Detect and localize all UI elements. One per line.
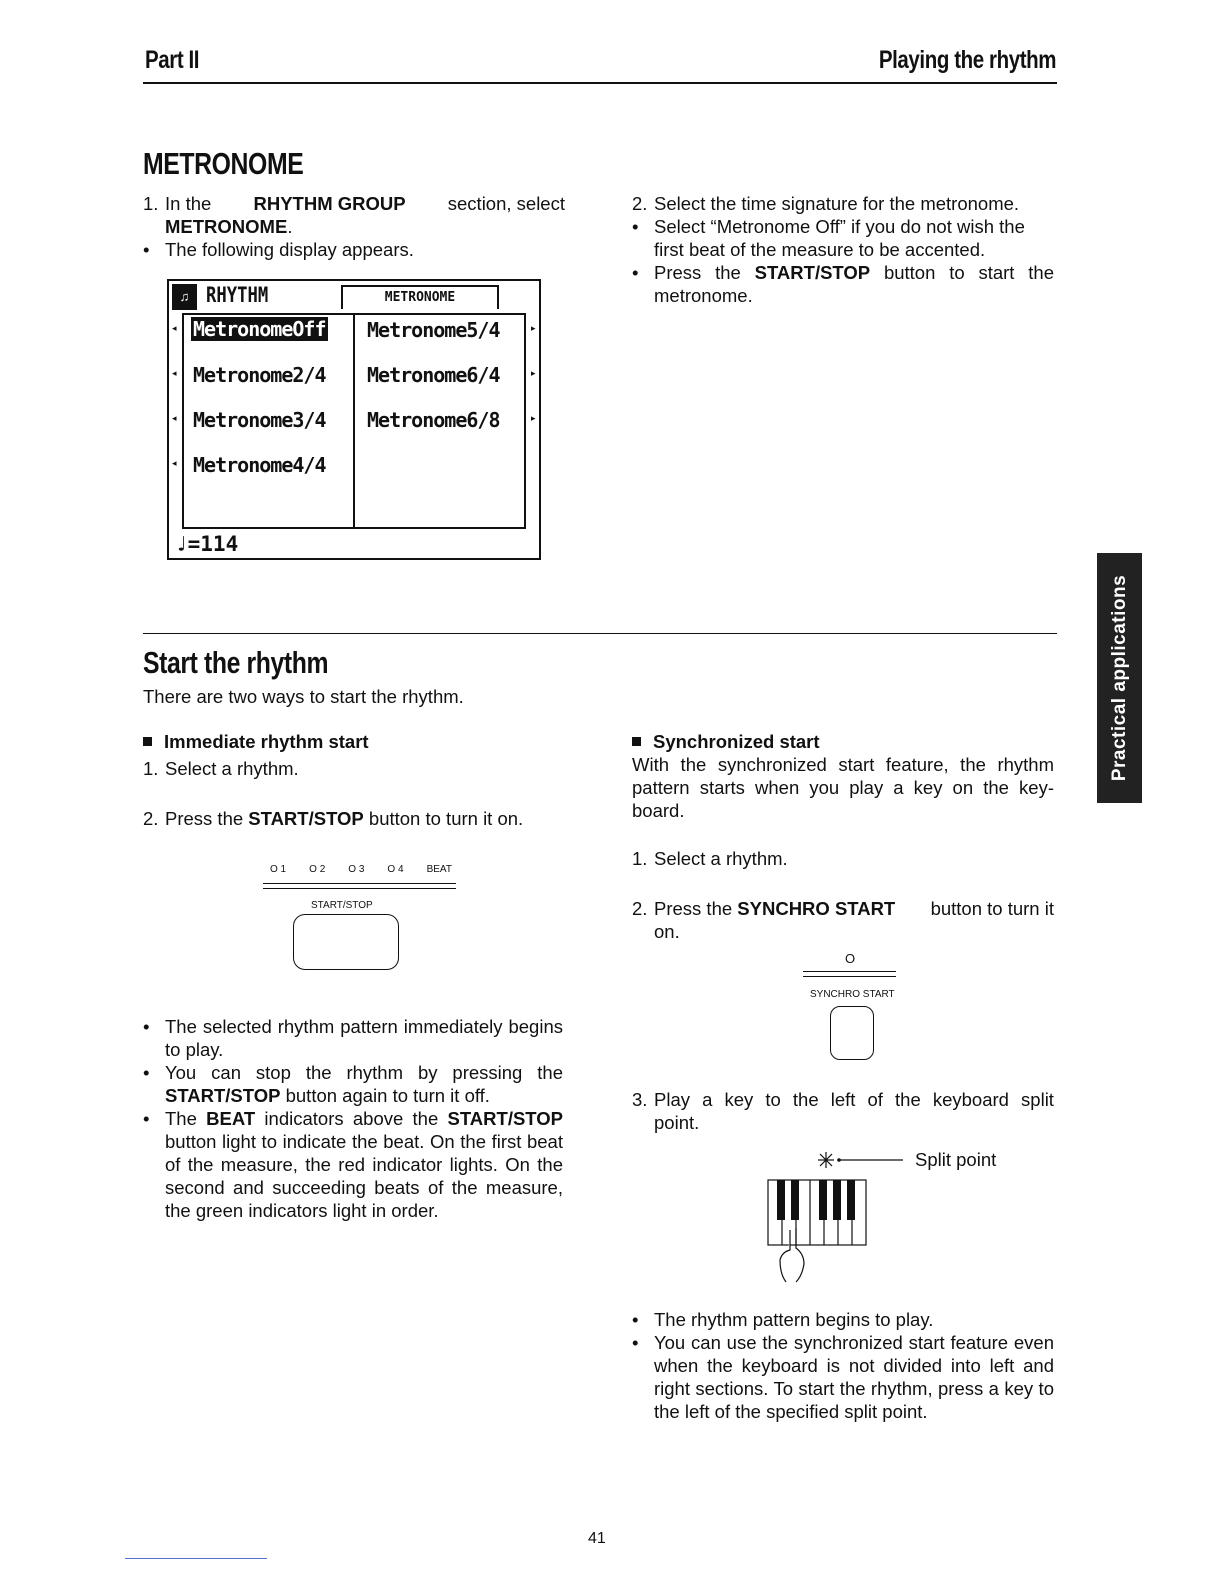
start-heading: Start the rhythm [143, 645, 329, 680]
synchro-rule [803, 976, 896, 977]
synchro-step1: 1. Select a rhythm. [632, 848, 788, 869]
display-item-metronome-off: MetronomeOff [193, 317, 326, 341]
bullet-press-start: • Press the START/STOP button to start the metronome. [632, 261, 1054, 307]
display-item: Metronome3/4 [193, 408, 326, 432]
bullet-beat-indicators: • The BEAT indicators above the START/STOP button light to indicate the beat. On the first beat of the measure, the red indicator lights. On the second and succeeding beats of the measure, the green indicators light in order. [143, 1107, 563, 1222]
right-arrow-icon: ▸ [531, 323, 536, 333]
start-stop-label: START/STOP [311, 900, 373, 911]
synchro-desc: With the synchronized start feature, the rhythm pattern starts when you play a key on the key-board. [632, 754, 1054, 821]
square-bullet-icon [632, 737, 641, 746]
right-arrow-icon: ▸ [531, 368, 536, 378]
display-item: Metronome6/4 [367, 363, 500, 387]
step-number: 2. [632, 193, 648, 214]
display-divider [353, 313, 355, 527]
bullet-display-appears: • The following display appears. [143, 238, 565, 261]
left-arrow-icon: ◂ [172, 323, 177, 333]
beat-indicators [270, 864, 452, 875]
beat-indicator-2: O 2 [309, 864, 326, 875]
header-title: Playing the rhythm [878, 46, 1056, 74]
bullet-metronome-off: • Select “Metronome Off” if you do not wish the first beat of the measure to be accented. [632, 215, 1054, 261]
beat-indicator-4: O 4 [387, 864, 404, 875]
split-point-label: Split point [915, 1149, 997, 1170]
side-tab: Practical applications [1097, 553, 1142, 803]
square-bullet-icon [143, 737, 152, 746]
step-number: 1. [143, 193, 159, 214]
immediate-step1: 1. Select a rhythm. [143, 758, 299, 779]
beat-rule [263, 883, 456, 884]
bullet-pattern-begins: • The rhythm pattern begins to play. [632, 1308, 1054, 1331]
section-rule [143, 633, 1057, 634]
left-arrow-icon: ◂ [172, 413, 177, 423]
bullet-stop-rhythm: • You can stop the rhythm by pressing the START/STOP button again to turn it off. [143, 1061, 563, 1107]
beat-rule [263, 888, 456, 889]
footer-line [125, 1558, 267, 1559]
bullet-not-divided: • You can use the synchronized start feature even when the keyboard is not divided into left and right sections. To start the rhythm, press a key to the left of the specified split point. [632, 1331, 1054, 1423]
header-part: Part II [145, 46, 200, 74]
metronome-step1: 1. In the RHYTHM GROUP section, select METRONOME. • The following display appears. [143, 192, 565, 261]
left-arrow-icon: ◂ [172, 458, 177, 468]
metronome-heading: METRONOME [143, 146, 304, 181]
rhythm-display [167, 279, 541, 560]
beat-label: BEAT [426, 864, 452, 875]
synchro-title: Synchronized start [632, 730, 820, 753]
display-tempo: ♩=114 [175, 532, 239, 556]
synchro-start-label: SYNCHRO START [810, 989, 895, 1000]
page-number: 41 [588, 1530, 606, 1547]
synchro-start-button[interactable] [830, 1006, 874, 1060]
synchro-rule [803, 971, 896, 972]
synchro-step3: 3. Play a key to the left of the keyboard split point. [632, 1089, 1054, 1133]
start-intro: There are two ways to start the rhythm. [143, 686, 464, 707]
metronome-step2: 2. Select the time signature for the metronome. • Select “Metronome Off” if you do not wish the first beat of the measure to be accented. • Press the START/STOP button to start the metronome. [632, 192, 1054, 307]
synchro-bullets [632, 1308, 1054, 1423]
synchro-indicator: O [845, 951, 856, 966]
beat-indicator-3: O 3 [348, 864, 365, 875]
synchro-step2: 2. Press the SYNCHRO START button to turn it on. [632, 898, 1054, 942]
immediate-step2: 2. Press the START/STOP button to turn it on. [143, 808, 524, 829]
left-arrow-icon: ◂ [172, 368, 177, 378]
right-arrow-icon: ▸ [531, 413, 536, 423]
immediate-bullets [143, 1015, 563, 1222]
keyboard-split-diagram [760, 1148, 910, 1288]
display-item: Metronome4/4 [193, 453, 326, 477]
start-stop-button[interactable] [293, 914, 399, 970]
display-item: Metronome2/4 [193, 363, 326, 387]
immediate-title: Immediate rhythm start [143, 730, 369, 753]
display-item: Metronome5/4 [367, 318, 500, 342]
beat-indicator-1: O 1 [270, 864, 287, 875]
display-tab-metronome: METRONOME [341, 285, 499, 309]
display-item: Metronome6/8 [367, 408, 500, 432]
display-title: RHYTHM [206, 283, 269, 307]
rhythm-icon: ♫ [172, 284, 197, 310]
bullet-pattern-begins: • The selected rhythm pattern immediately begins to play. [143, 1015, 563, 1061]
header-rule [143, 82, 1057, 84]
split-indicator-icon [818, 1152, 834, 1168]
